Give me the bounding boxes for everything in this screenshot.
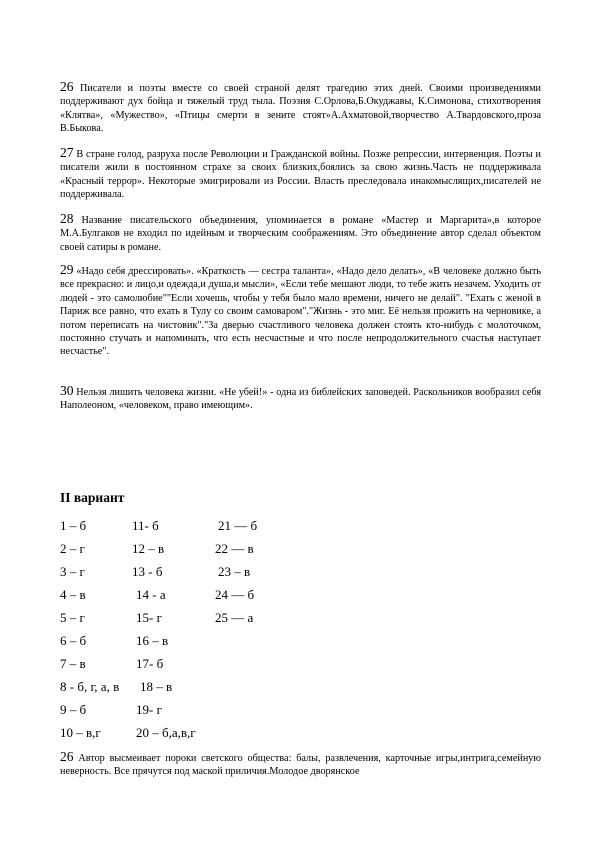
paragraph-text: «Надо себя дрессировать». «Краткость — сестра таланта», «Надо дело делать», «В человеке должно быть все прекрасно: и лицо,и одежда,и душа,и мысли», «Если тебе мешают люди, то тебе жить незачем. Уходить от людей - это самолюбие""Если хочешь, чтобы у тебя было мало времени, ничего не делай". "Ехать с женой в Париж все равно, что ехать в Тулу со своим самоваром"."Жизнь - это миг. Её нельзя прожить на черновике, а потом переписать на чистовик"."За дверью счастливого человека должен стоять кто-нибудь с молоточком, постоянно стучать и напоминать, что есть несчастные и что после непродолжительного счастья наступает несчастье". [60,266,541,358]
answer-item: 16 – в [136,633,169,648]
answer-paragraph-30 [60,384,541,413]
answer-paragraph-26 [60,80,541,136]
answer-item: 7 – в [60,656,86,671]
answer-item: 8 - б, г, а, в [60,679,120,694]
paragraph-text: Автор высмеивает пороки светского общества: балы, развлечения, карточные игры,интрига,семейную неверность. Все прячутся под маской приличия.Молодое дворянское [60,753,542,778]
answer-item: 1 – б [60,518,87,533]
paragraph-number: 26 [60,79,74,94]
answer-item: 13 - б [132,564,163,579]
answer-item: 10 – в,г [60,725,101,740]
answer-paragraph-27 [60,146,541,202]
paragraph-text: В стране голод, разруха после Революции и Гражданской войны. Позже репрессии, интервенция. Поэты и писатели жили в постоянном страхе за своих близких,боялись за свою жизнь.Часть не поддерживала «Красный террор». Некоторые эмигрировали из России. Власть преследовала инакомыслящих,писателей не поддерживала. [60,149,541,201]
answer-item: 18 – в [140,679,173,694]
answer-item: 19- г [136,702,162,717]
paragraph-number: 29 [60,262,74,277]
answer-paragraph-29 [60,263,541,359]
paragraph-text: Нельзя лишить человека жизни. «Не убей!» - одна из библейских заповедей. Раскольников вообразил себя Наполеоном, «человеком, право имеющим». [60,387,542,412]
answer-item: 11- б [132,518,159,533]
answer-paragraph-26-variant-2 [60,750,541,779]
answer-item: 22 — в [215,541,254,556]
answer-item: 21 — б [218,518,258,533]
paragraph-number: 30 [60,383,74,398]
answer-item: 5 – г [60,610,85,625]
answer-item: 12 – в [132,541,165,556]
answer-item: 6 – б [60,633,87,648]
answer-item: 15- г [136,610,162,625]
paragraph-text: Писатели и поэты вместе со своей страной делят трагедию этих дней. Своими произведениями поддерживают дух бойца и тяжелый труд тыла. Поэзия С.Орлова,Б.Окуджавы, К.Симонова, стихотворения «Клятва», «Мужество», «Птицы смерти в зените стоят»А.Ахматовой,творчество А.Твардовского,проза В.Быкова. [60,83,541,135]
variant-heading: II вариант [60,490,125,505]
paragraph-text: Название писательского объединения, упоминается в романе «Мастер и Маргарита»,в которое М.А.Булгаков не входил по идейным и творческим соображениям. Это объединение автор сделал объектом своей сатиры в романе. [60,215,541,253]
answer-item: 3 – г [60,564,85,579]
answer-item: 4 – в [60,587,86,602]
paragraph-number: 27 [60,145,74,160]
answer-item: 9 – б [60,702,87,717]
answer-item: 25 — а [215,610,254,625]
answer-item: 14 - а [136,587,166,602]
answer-paragraph-28 [60,212,541,254]
answer-item: 20 – б,а,в,г [136,725,196,740]
answer-item: 23 – в [218,564,251,579]
paragraph-number: 26 [60,749,74,764]
answer-item: 24 — б [215,587,255,602]
answer-item: 17- б [136,656,164,671]
answer-item: 2 – г [60,541,85,556]
paragraph-number: 28 [60,211,74,226]
